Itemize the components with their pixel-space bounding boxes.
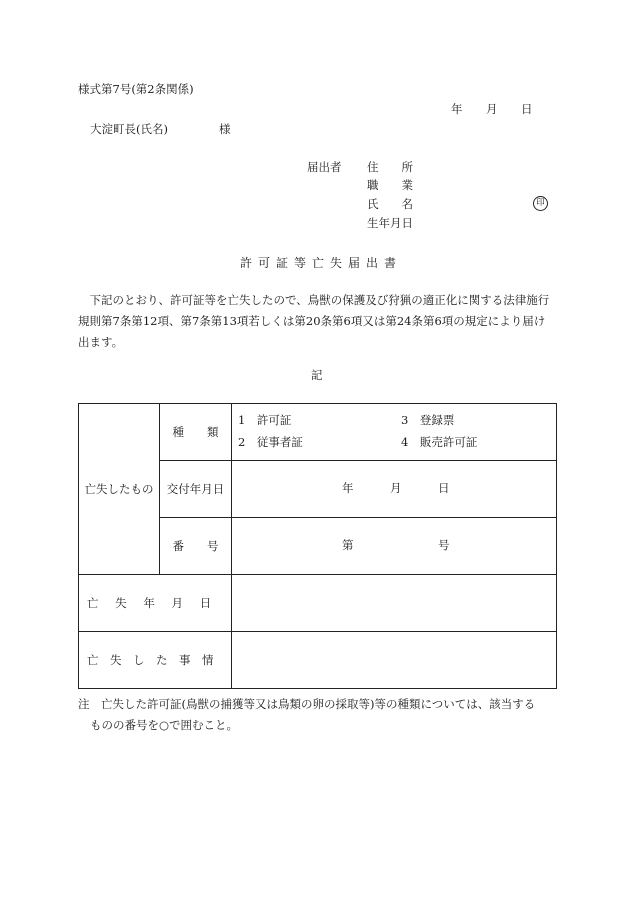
body-paragraph: 下記のとおり、許可証等を亡失したので、鳥獣の保護及び狩猟の適正化に関する法律施行規則第7条第12項、第7条第13項若しくは第20条第6項又は第24条第6項の規定により届け出ます。: [78, 293, 550, 349]
lost-date-label: 亡失年月日: [87, 596, 228, 610]
addressee-name: 大淀町長(氏名): [90, 122, 168, 136]
kind-label: 種 類: [172, 425, 219, 439]
note-prefix: 注: [78, 697, 90, 711]
addressee-honorific: 様: [219, 122, 231, 136]
issue-year: 年: [342, 481, 354, 495]
reason-label-cell: [79, 632, 232, 689]
applicant-birthdate-label: 生年月日: [367, 216, 413, 230]
number-value-cell[interactable]: [232, 518, 557, 575]
applicant-label: 届出者: [307, 160, 342, 174]
date-year: 年: [451, 102, 463, 116]
note-line-1: 亡失した許可証(鳥獣の捕獲等又は鳥類の卵の採取等)等の種類については、該当する: [101, 697, 536, 711]
ki-label: 記: [311, 368, 323, 382]
date-month: 月: [486, 102, 498, 116]
lost-items-table: [78, 403, 557, 689]
issue-month: 月: [390, 481, 402, 495]
issue-date-value-cell[interactable]: [232, 461, 557, 518]
kind-option-2: 2 従事者証: [238, 435, 303, 449]
lost-item-label-cell: [79, 404, 160, 575]
kind-option-1: 1 許可証: [238, 413, 292, 427]
number-suffix: 号: [438, 538, 450, 552]
applicant-occupation-label: 職 業: [367, 178, 413, 192]
applicant-name-label: 氏 名: [367, 197, 413, 211]
number-prefix: 第: [342, 538, 354, 552]
form-number: 様式第7号(第2条関係): [78, 82, 194, 96]
kind-options-cell[interactable]: [232, 404, 557, 461]
lost-item-label: 亡失したもの: [84, 482, 154, 496]
reason-label: 亡失した事情: [87, 653, 225, 667]
applicant-address-label: 住 所: [367, 160, 413, 174]
issue-date-label-cell: [160, 461, 232, 518]
lost-date-label-cell: [79, 575, 232, 632]
lost-date-value-cell[interactable]: [232, 575, 557, 632]
seal-mark: 印: [533, 196, 548, 211]
date-day: 日: [521, 102, 533, 116]
issue-day: 日: [438, 481, 450, 495]
note-line-2: ものの番号を○で囲むこと。: [90, 718, 239, 732]
reason-value-cell[interactable]: [232, 632, 557, 689]
kind-label-cell: [160, 404, 232, 461]
kind-option-3: 3 登録票: [401, 413, 455, 427]
issue-date-label: 交付年月日: [166, 482, 225, 496]
kind-option-4: 4 販売許可証: [401, 435, 478, 449]
number-label: 番 号: [172, 539, 219, 553]
number-label-cell: [160, 518, 232, 575]
document-title: 許可証等亡失届出書: [240, 256, 403, 270]
